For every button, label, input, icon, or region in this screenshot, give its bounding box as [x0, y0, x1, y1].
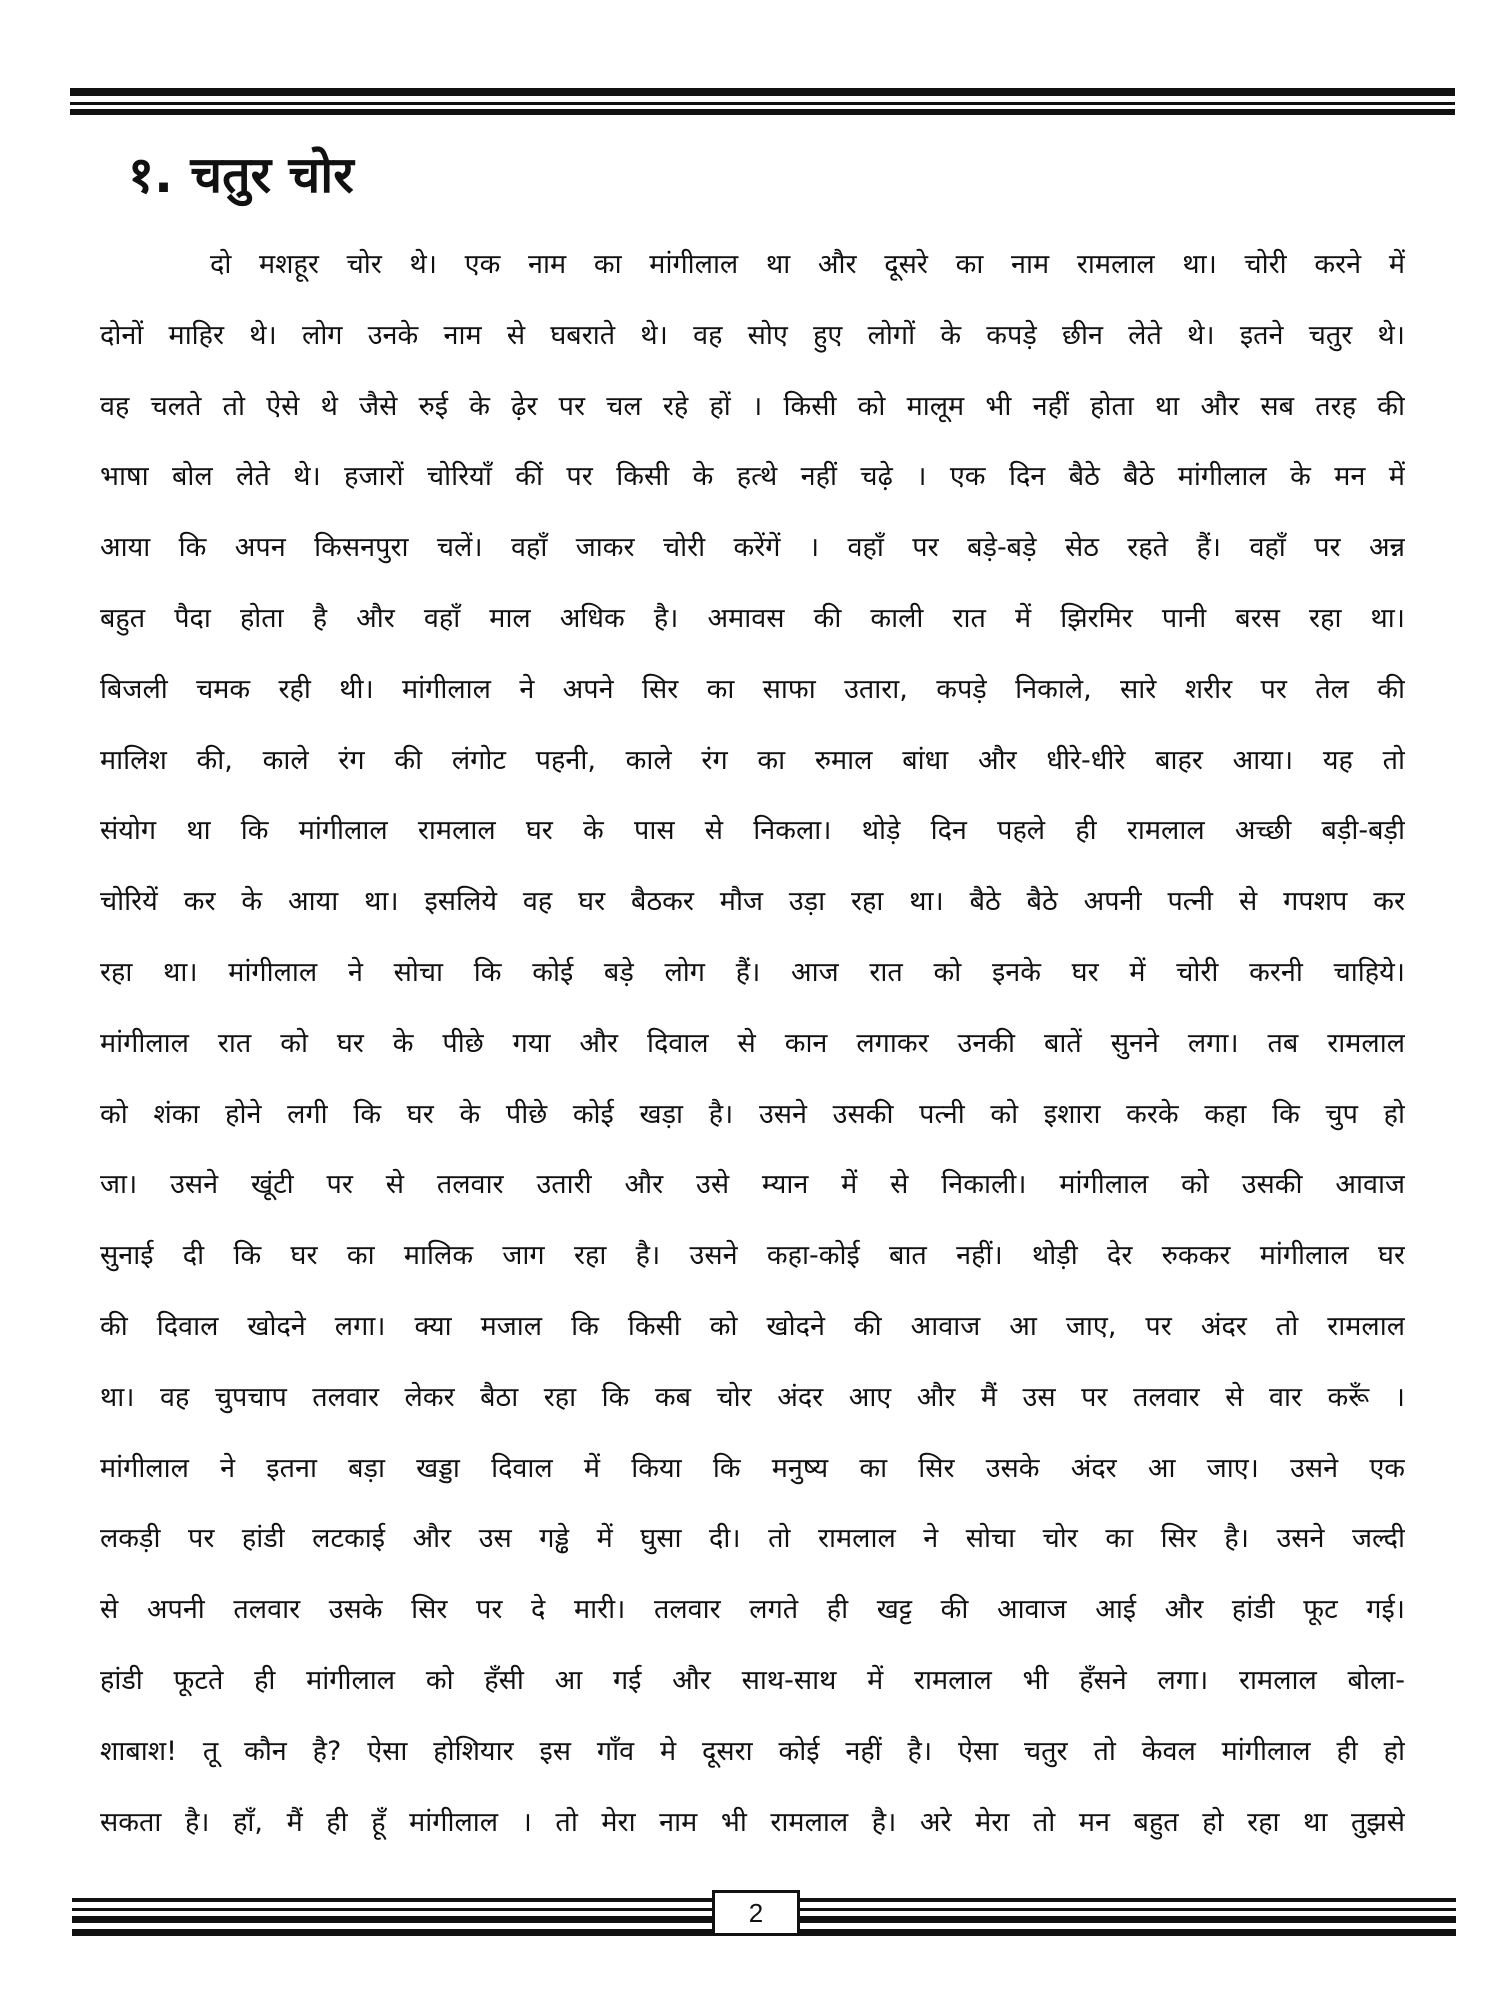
text-line: आया कि अपन किसनपुरा चलें। वहाँ जाकर चोरी करेंगें । वहाँ पर बड़े-बड़े सेठ रहते हैं। वहाँ पर अन्न — [100, 532, 1405, 564]
text-line: सुनाई दी कि घर का मालिक जाग रहा है। उसने कहा-कोई बात नहीं। थोड़ी देर रुककर मांगीलाल घर — [100, 1240, 1405, 1272]
footer-rule-left-mid — [72, 1908, 714, 1911]
footer-rule-left-bottom — [72, 1916, 714, 1923]
story-paragraph — [100, 230, 1405, 1858]
text-line: को शंका होने लगी कि घर के पीछे कोई खड़ा है। उसने उसकी पत्नी को इशारा करके कहा कि चुप हो — [100, 1098, 1405, 1130]
page-number: 2 — [712, 1890, 800, 1936]
text-line: मालिश की, काले रंग की लंगोट पहनी, काले रंग का रुमाल बांधा और धीरे-धीरे बाहर आया। यह तो — [100, 744, 1405, 776]
text-line: चोरियें कर के आया था। इसलिये वह घर बैठकर मौज उड़ा रहा था। बैठे बैठे अपनी पत्नी से गपशप कर — [100, 886, 1405, 918]
header-rule-bottom — [70, 109, 1455, 115]
footer-rule-right-bottom — [798, 1916, 1456, 1923]
footer-rule-right-top — [798, 1898, 1456, 1902]
text-line: जा। उसने खूंटी पर से तलवार उतारी और उसे म्यान में से निकाली। मांगीलाल को उसकी आवाज — [100, 1169, 1405, 1201]
footer-rule-right-mid — [798, 1908, 1456, 1911]
text-line: हांडी फूटते ही मांगीलाल को हँसी आ गई और साथ-साथ में रामलाल भी हँसने लगा। रामलाल बोला- — [100, 1664, 1405, 1696]
text-line: था। वह चुपचाप तलवार लेकर बैठा रहा कि कब चोर अंदर आए और मैं उस पर तलवार से वार करूँ । — [100, 1381, 1405, 1413]
chapter-title: १. चतुर चोर — [128, 146, 354, 204]
header-rule-thin — [70, 102, 1455, 105]
text-line: मांगीलाल ने इतना बड़ा खड्डा दिवाल में किया कि मनुष्य का सिर उसके अंदर आ जाए। उसने एक — [100, 1452, 1405, 1484]
text-line: से अपनी तलवार उसके सिर पर दे मारी। तलवार लगते ही खट्ट की आवाज आई और हांडी फूट गई। — [100, 1594, 1405, 1626]
text-line: मांगीलाल रात को घर के पीछे गया और दिवाल से कान लगाकर उनकी बातें सुनने लगा। तब रामलाल — [100, 1027, 1405, 1059]
text-line: संयोग था कि मांगीलाल रामलाल घर के पास से निकला। थोड़े दिन पहले ही रामलाल अच्छी बड़ी-बड़ी — [100, 815, 1405, 847]
text-line: बहुत पैदा होता है और वहाँ माल अधिक है। अमावस की काली रात में झिरमिर पानी बरस रहा था। — [100, 602, 1405, 634]
text-line: शाबाश! तू कौन है? ऐसा होशियार इस गाँव मे दूसरा कोई नहीं है। ऐसा चतुर तो केवल मांगीलाल ही हो — [100, 1735, 1405, 1767]
text-line: दो मशहूर चोर थे। एक नाम का मांगीलाल था और दूसरे का नाम रामलाल था। चोरी करने में — [210, 249, 1405, 280]
text-line: वह चलते तो ऐसे थे जैसे रुई के ढ़ेर पर चल रहे हों । किसी को मालूम भी नहीं होता था और सब तरह की — [100, 390, 1405, 422]
text-line: बिजली चमक रही थी। मांगीलाल ने अपने सिर का साफा उतारा, कपड़े निकाले, सारे शरीर पर तेल की — [100, 673, 1405, 705]
header-rule-thick — [70, 88, 1455, 96]
text-line: भाषा बोल लेते थे। हजारों चोरियाँ कीं पर किसी के हत्थे नहीं चढ़े । एक दिन बैठे बैठे मांगीलाल के मन में — [100, 461, 1405, 493]
text-line: सकता है। हाँ, मैं ही हूँ मांगीलाल । तो मेरा नाम भी रामलाल है। अरे मेरा तो मन बहुत हो रहा था तुझसे — [100, 1806, 1405, 1838]
text-line: की दिवाल खोदने लगा। क्या मजाल कि किसी को खोदने की आवाज आ जाए, पर अंदर तो रामलाल — [100, 1310, 1405, 1342]
text-line: दोनों माहिर थे। लोग उनके नाम से घबराते थे। वह सोए हुए लोगों के कपड़े छीन लेते थे। इतने चतुर थे। — [100, 319, 1405, 351]
text-line: रहा था। मांगीलाल ने सोचा कि कोई बड़े लोग हैं। आज रात को इनके घर में चोरी करनी चाहिये। — [100, 956, 1405, 988]
text-line: लकड़ी पर हांडी लटकाई और उस गड्ढे में घुसा दी। तो रामलाल ने सोचा चोर का सिर है। उसने जल्दी — [100, 1523, 1405, 1555]
footer-rule-left-top — [72, 1898, 714, 1902]
